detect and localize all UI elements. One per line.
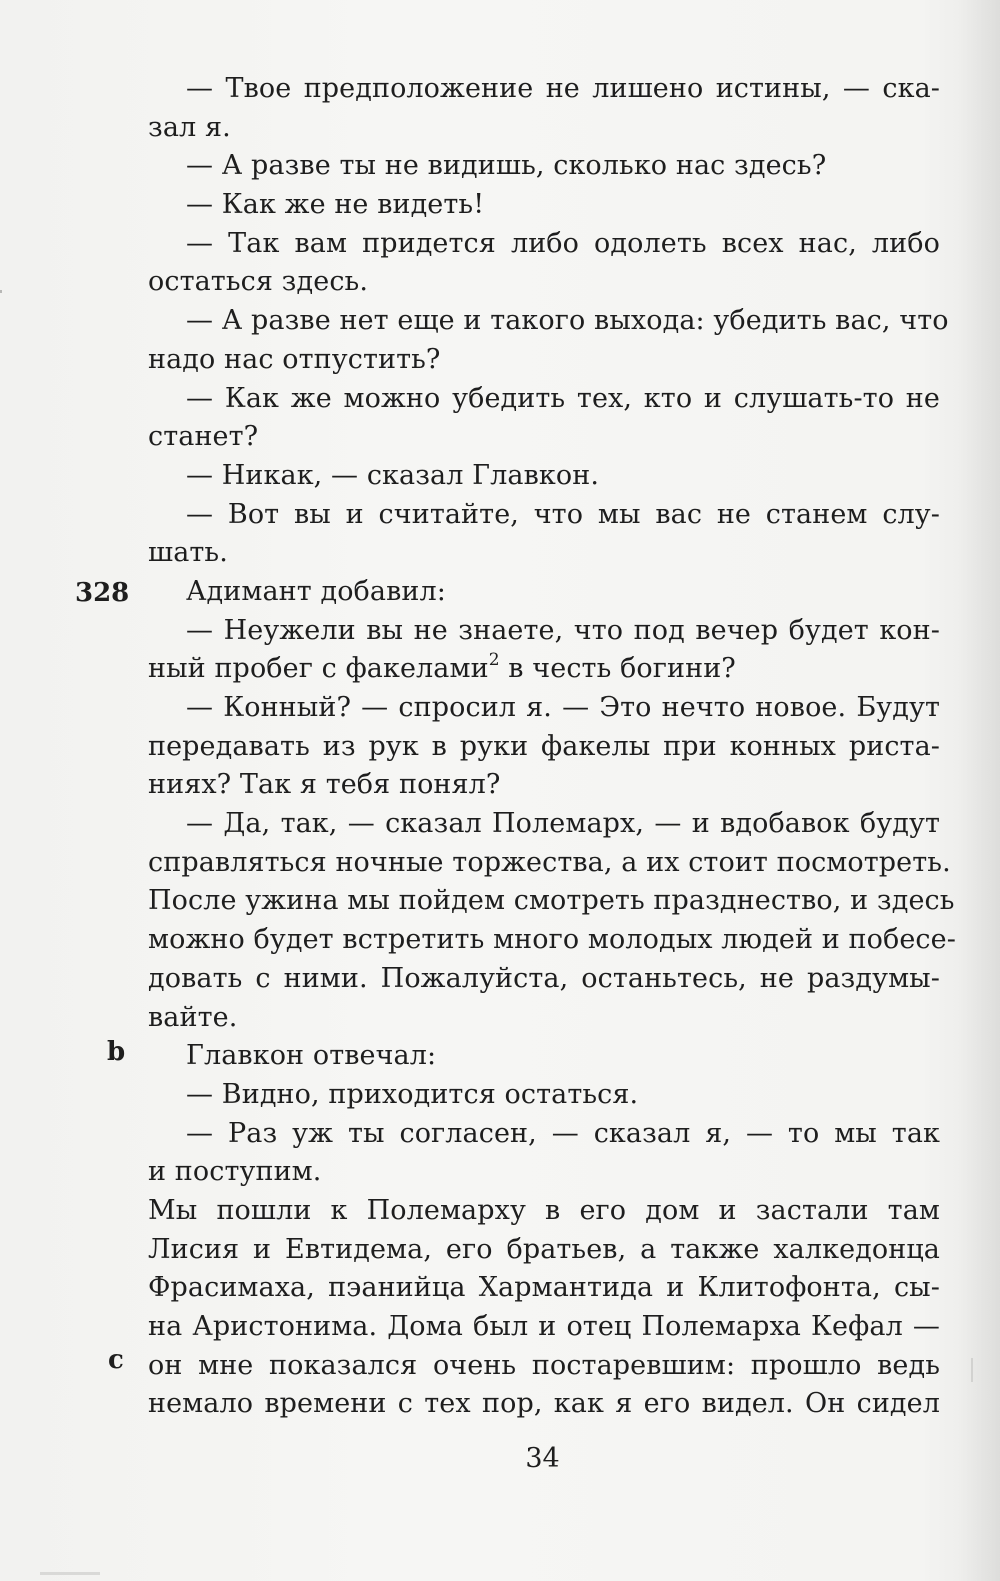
text-line: — Никак, — сказал Главкон. — [186, 459, 600, 491]
stephanus-section-c: c — [108, 1345, 124, 1375]
text-line: — Да, так, — сказал Полемарх, — и вдобавок будут — [186, 808, 940, 840]
text-line: — А разве нет еще и такого выхода: убедить вас, что — [186, 305, 949, 337]
text-line: зал я. — [148, 111, 231, 143]
text-line: справляться ночные торжества, а их стоит посмотреть. — [148, 846, 951, 878]
text-line: и поступим. — [148, 1156, 322, 1188]
scan-speck — [0, 290, 2, 293]
body-text — [148, 70, 956, 1424]
text-line: — Конный? — спросил я. — Это нечто новое. Будут — [186, 692, 940, 723]
text-line: — Твое предположение не лишено истины, — ска- — [186, 73, 940, 104]
text-line: Главкон отвечал: — [186, 1040, 437, 1072]
text-line: остаться здесь. — [148, 266, 369, 298]
footnote-marker: 2 — [488, 650, 500, 671]
page-number: 34 — [525, 1443, 560, 1474]
text-line: Фрасимаха, пэанийца Хармантида и Клитофонта, сы- — [148, 1272, 940, 1304]
text-line: Мы пошли к Полемарху в его дом и застали там — [148, 1194, 940, 1226]
text-line: станет? — [148, 421, 259, 453]
scan-speck — [971, 1358, 973, 1382]
text-line: — Вот вы и считайте, что мы вас не станем слу- — [186, 498, 940, 530]
text-line: вайте. — [148, 1001, 238, 1033]
stephanus-number-328: 328 — [75, 578, 130, 608]
text-line: шать. — [148, 537, 228, 569]
text-line: он мне показался очень постаревшим: прошло ведь — [148, 1349, 940, 1381]
text-line: После ужина мы пойдем смотреть празднество, и здесь — [148, 885, 955, 917]
text-line: — А разве ты не видишь, сколько нас здесь? — [186, 150, 827, 182]
text-fragment: ный пробег с факелами — [148, 653, 489, 685]
stephanus-section-b: b — [107, 1037, 126, 1067]
text-line: Лисия и Евтидема, его братьев, а также халкедонца — [148, 1233, 940, 1265]
text-line: — Так вам придется либо одолеть всех нас, либо — [186, 227, 940, 259]
text-line: можно будет встретить много молодых людей и побесе- — [148, 924, 956, 956]
text-line: ниях? Так я тебя понял? — [148, 769, 501, 801]
text-line: передавать из рук в руки факелы при конных риста- — [148, 730, 940, 762]
text-line: — Как же не видеть! — [186, 189, 485, 221]
text-line: — Неужели вы не знаете, что под вечер будет кон- — [186, 614, 940, 646]
text-line: — Видно, приходится остаться. — [186, 1078, 639, 1110]
text-line: — Как же можно убедить тех, кто и слушать-то не — [186, 382, 940, 414]
text-line — [148, 650, 940, 689]
text-line: — Раз уж ты согласен, — сказал я, — то мы так — [186, 1117, 940, 1149]
text-line: довать с ними. Пожалуйста, останьтесь, не раздумы- — [148, 962, 940, 994]
text-fragment: в честь богини? — [499, 653, 736, 685]
text-line: Адимант добавил: — [186, 575, 446, 607]
text-line: на Аристонима. Дома был и отец Полемарха Кефал — — [148, 1311, 940, 1342]
text-line: немало времени с тех пор, как я его видел. Он сидел — [148, 1388, 940, 1420]
scan-speck — [40, 1572, 100, 1575]
text-line: надо нас отпустить? — [148, 343, 441, 375]
page-edge-shadow — [958, 0, 1000, 1581]
